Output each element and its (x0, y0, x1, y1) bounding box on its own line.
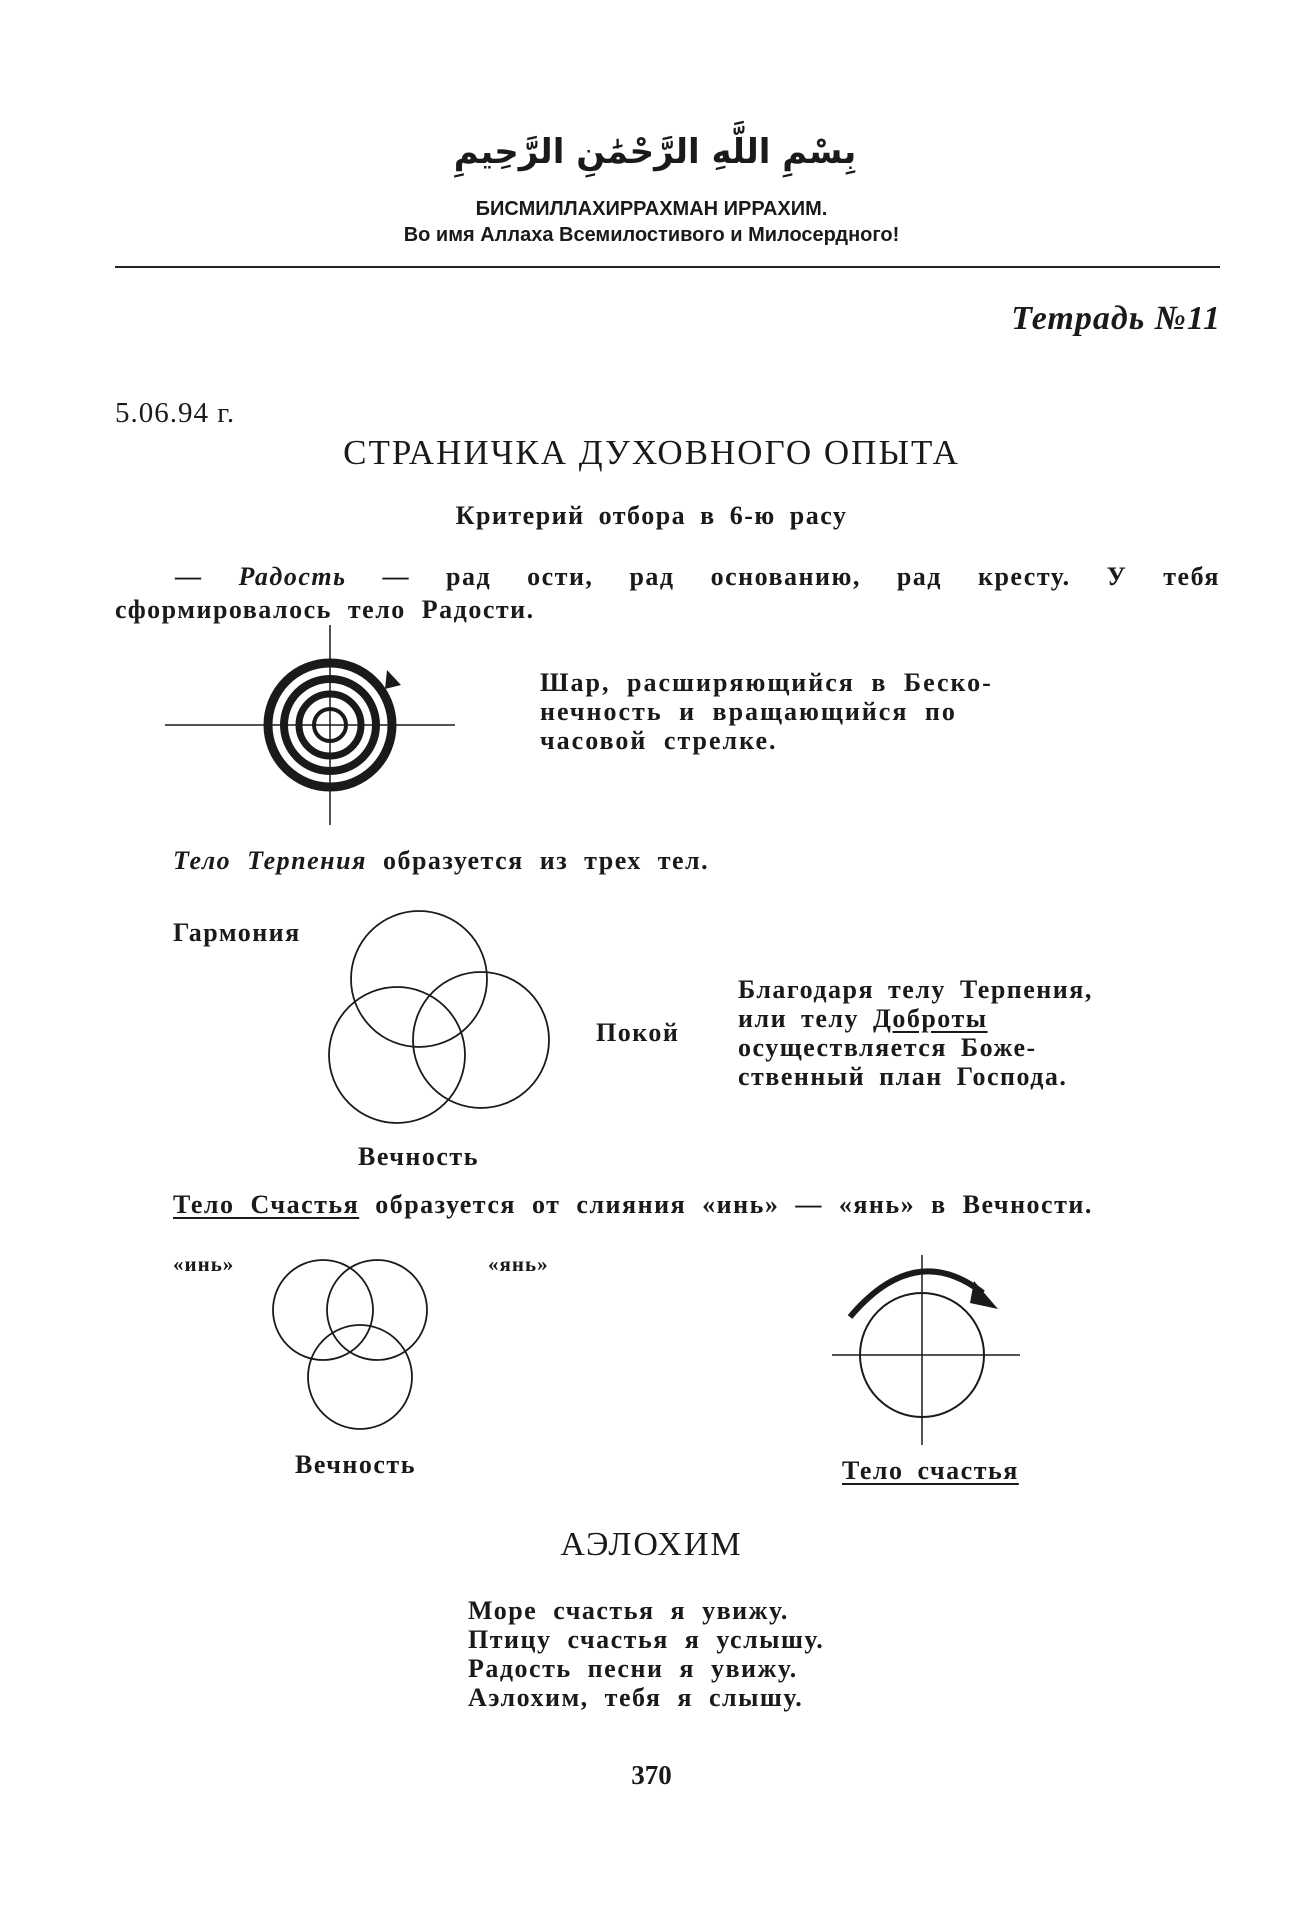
patience-caption-line (738, 1004, 1198, 1033)
joy-term: Радость (238, 562, 347, 591)
entry-date: 5.06.94 г. (115, 397, 236, 429)
eternity-label: Вечность (358, 1142, 479, 1171)
happiness-paragraph (173, 1190, 1093, 1220)
basmala-transliteration: БИСМИЛЛАХИРРАХМАН ИРРАХИМ. (475, 198, 828, 220)
spiral-caption-line: нечность и вращающийся по (540, 697, 957, 726)
happiness-body-diagram (820, 1245, 1060, 1465)
patience-caption-line: осуществляется Боже- (738, 1033, 1037, 1062)
patience-caption-prefix: или телу (738, 1004, 873, 1033)
patience-caption (738, 975, 1198, 1091)
happiness-body-label: Тело счастья (842, 1456, 1019, 1485)
patience-paragraph (173, 846, 709, 876)
happiness-text: образуется от слияния «инь» — «янь» в Вечности. (359, 1190, 1093, 1219)
patience-caption-line: ственный план Господа. (738, 1062, 1068, 1091)
page-title: СТРАНИЧКА ДУХОВНОГО ОПЫТА (343, 433, 960, 472)
patience-term: Тело Терпения (173, 846, 367, 875)
spiral-caption-line: часовой стрелке. (540, 726, 778, 755)
joy-dash: — (175, 562, 239, 591)
yang-label: «янь» (488, 1252, 549, 1276)
basmala-translation: Во имя Аллаха Всемилостивого и Милосердного! (403, 224, 900, 246)
poem-line: Аэлохим, тебя я слышу. (468, 1683, 804, 1712)
spiral-caption (540, 668, 1060, 755)
poem-title: АЭЛОХИМ (560, 1526, 743, 1563)
poem-line: Радость песни я увижу. (468, 1654, 798, 1683)
joy-paragraph (115, 560, 1220, 626)
yang-circle (327, 1260, 427, 1360)
yin-yang-circles-diagram (265, 1255, 445, 1435)
spiral-caption-line: Шар, расширяющийся в Беско- (540, 668, 993, 697)
eternity-circle (329, 987, 465, 1123)
eternity-small-circle (308, 1325, 412, 1429)
harmony-label: Гармония (173, 918, 301, 947)
poem-line: Птицу счастья я услышу. (468, 1625, 825, 1654)
yin-circle (273, 1260, 373, 1360)
patience-caption-line: Благодаря телу Терпения, (738, 975, 1093, 1004)
header-divider (115, 266, 1220, 268)
basmala-calligraphy (453, 108, 857, 188)
peace-circle (413, 972, 549, 1108)
notebook-number: Тетрадь №11 (1011, 300, 1221, 337)
eternity-label-2: Вечность (295, 1450, 416, 1479)
poem (468, 1596, 824, 1712)
spiral-arrow-icon (385, 670, 401, 689)
joy-text: — рад ости, рад основанию, рад кресту. У тебя сформировалось тело Радости. (115, 562, 1220, 624)
page-subtitle: Критерий отбора в 6-ю расу (455, 501, 848, 530)
kindness-term: Доброты (872, 1004, 988, 1033)
happiness-term: Тело Счастья (173, 1190, 360, 1219)
yin-label: «инь» (173, 1252, 235, 1276)
harmony-circle (351, 911, 487, 1047)
three-circles-diagram (315, 905, 555, 1145)
spiral-diagram (165, 625, 455, 825)
patience-text: образуется из трех тел. (366, 846, 710, 875)
poem-line: Море счастья я увижу. (468, 1596, 789, 1625)
happiness-arrow-icon (970, 1281, 998, 1309)
page-number: 370 (631, 1760, 672, 1790)
basmala-arabic: بِسْمِ اللَّهِ الرَّحْمَٰنِ الرَّحِيمِ (453, 132, 857, 172)
peace-label: Покой (596, 1018, 680, 1047)
